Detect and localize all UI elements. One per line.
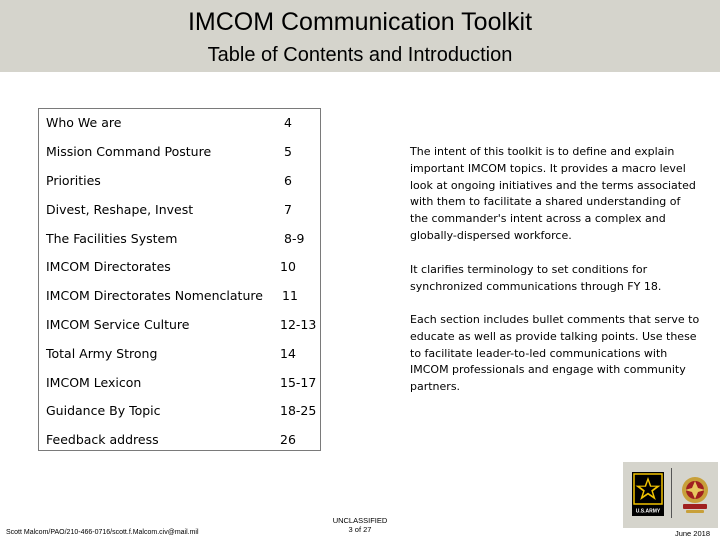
toc-label-feedback: Feedback address [46,432,159,447]
intro-paragraph-terminology: It clarifies terminology to set conditions for synchronized communications through FY 18. [410,263,662,293]
intro-paragraph-intent: The intent of this toolkit is to define and explain important IMCOM topics. It provides a macro level look at ongoing initiatives and the terms associated with them to facilitate a shared understanding of the commander's intent across a complex and globally-dispersed workforce. [410,145,696,242]
toc-page-lexicon: 15-17 [280,375,317,390]
classification-label: UNCLASSIFIED [332,516,388,525]
toc-label-mission-command: Mission Command Posture [46,144,212,159]
toc-page-nomenclature: 11 [282,288,298,303]
toc-label-lexicon: IMCOM Lexicon [46,375,142,390]
toc-label-service-culture: IMCOM Service Culture [46,317,190,332]
imcom-crest-icon [677,470,713,516]
toc-page-divest: 7 [284,202,292,217]
toc-page-service-culture: 12-13 [280,317,317,332]
toc-label-who-we-are: Who We are [46,115,122,130]
toc-label-divest: Divest, Reshape, Invest [46,202,194,217]
page-indicator: 3 of 27 [348,525,372,534]
toc-label-priorities: Priorities [46,173,101,188]
toc-page-mission-command: 5 [284,144,292,159]
toc-page-who-we-are: 4 [284,115,292,130]
toc-page-feedback: 26 [280,432,296,447]
toc-page-directorates: 10 [280,259,296,274]
toc-label-army-strong: Total Army Strong [46,346,158,361]
page-subtitle: Table of Contents and Introduction [207,44,513,66]
table-of-contents [38,108,321,451]
toc-page-guidance: 18-25 [280,403,317,418]
footer-classification-block [320,516,400,534]
toc-page-facilities: 8-9 [284,231,305,246]
footer-contact: Scott Malcom/PAO/210-466-0716/scott.f.Malcom.civ@mail.mil [6,529,199,536]
footer-date: June 2018 [674,529,710,538]
toc-label-nomenclature: IMCOM Directorates Nomenclature [46,288,263,303]
army-star-logo [632,472,664,516]
toc-label-directorates: IMCOM Directorates [46,259,171,274]
page-title: IMCOM Communication Toolkit [187,8,533,36]
toc-label-facilities: The Facilities System [46,231,178,246]
toc-page-army-strong: 14 [280,346,296,361]
army-logo-label: U.S.ARMY [635,508,661,515]
intro-paragraph-sections: Each section includes bullet comments that serve to educate as well as provide talking points. Use these to facilitate leader-to-led communications with IMCOM professionals and engage with community partners. [410,313,700,394]
toc-label-guidance: Guidance By Topic [46,403,161,418]
toc-page-priorities: 6 [284,173,292,188]
logo-divider [671,468,672,518]
